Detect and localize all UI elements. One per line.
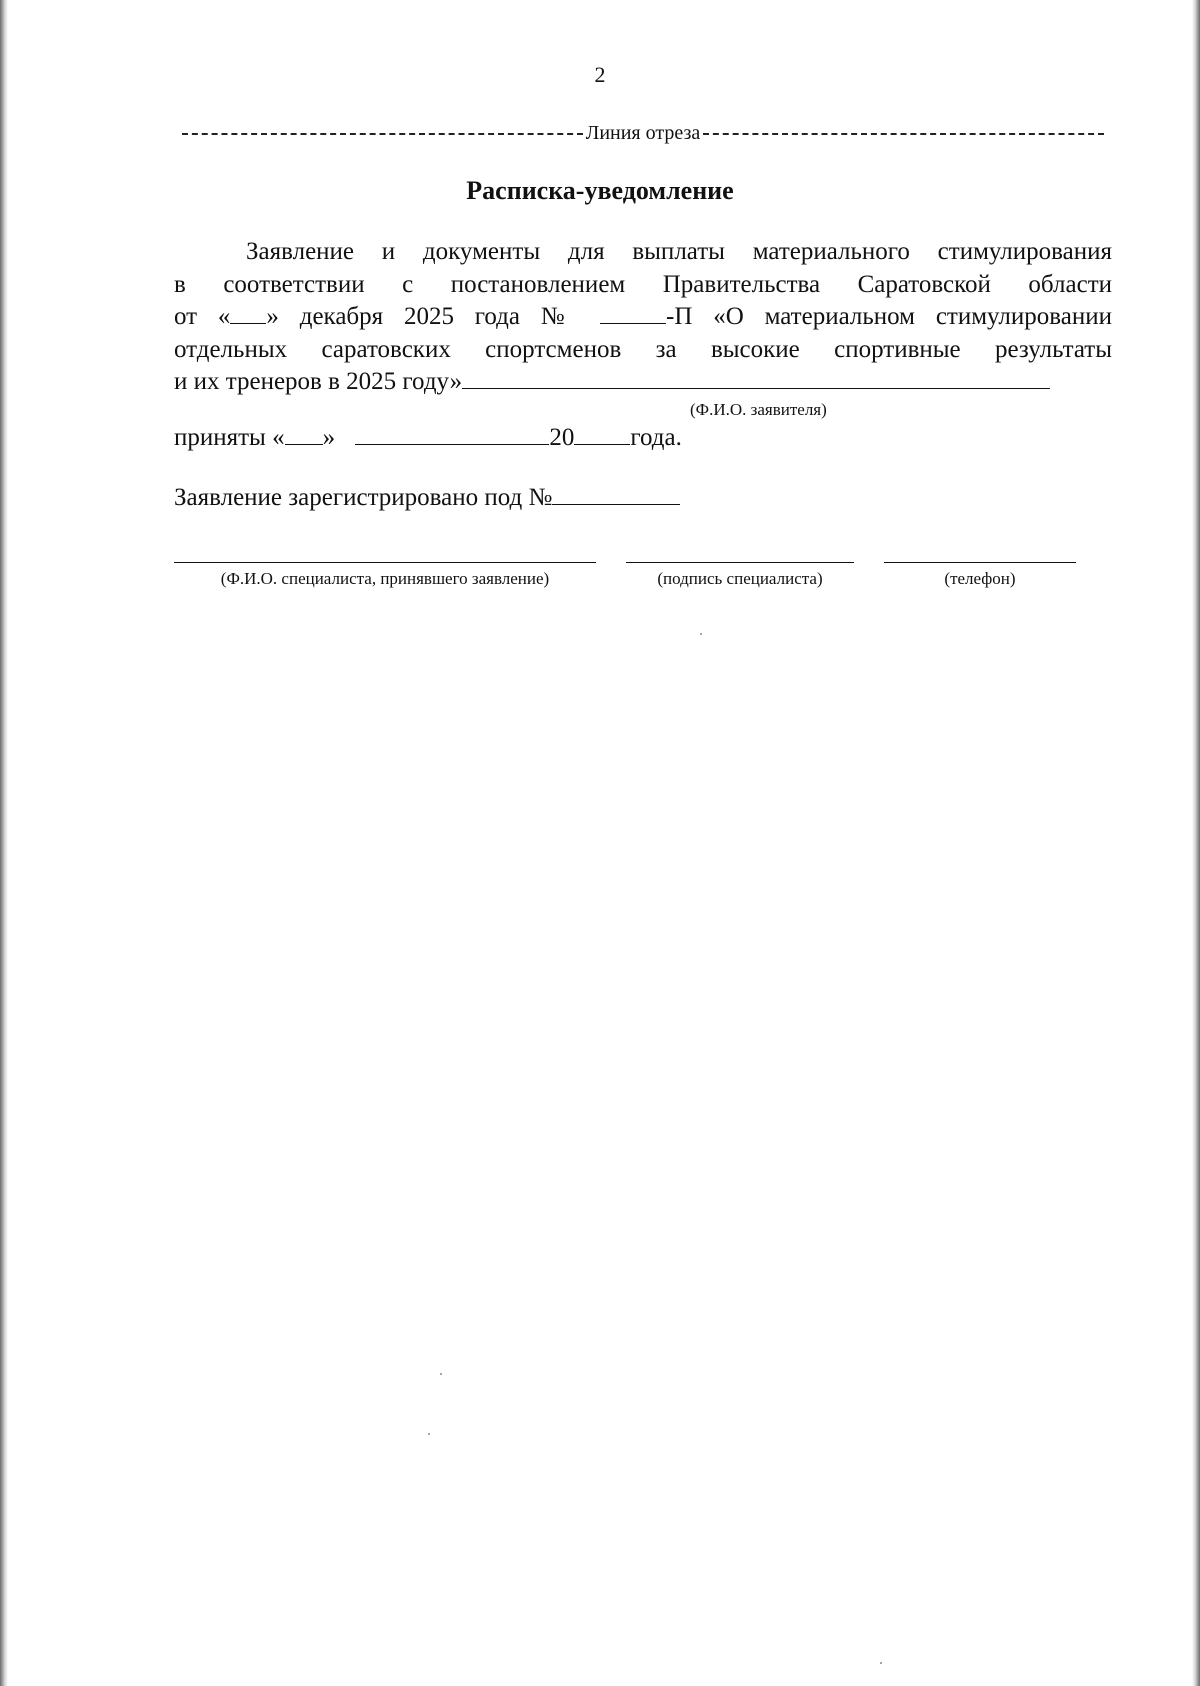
cut-line-dash-left bbox=[182, 133, 583, 135]
page-number: 2 bbox=[594, 62, 606, 87]
cut-line-dash-right bbox=[703, 133, 1104, 135]
specialist-signature-line bbox=[626, 562, 854, 563]
scan-speck bbox=[440, 1373, 442, 1375]
paragraph-line-1: Заявление и документы для выплаты материального стимулирования bbox=[246, 238, 1112, 265]
phone-caption: (телефон) bbox=[944, 569, 1016, 588]
accepted-year-prefix: 20 bbox=[549, 424, 575, 451]
paragraph-line-2: в соответствии с постановлением Правительства Саратовской области bbox=[174, 270, 1112, 298]
cut-line-label: Линия отреза bbox=[585, 122, 701, 144]
decree-number-blank[interactable] bbox=[600, 303, 666, 324]
specialist-name-field[interactable] bbox=[174, 562, 596, 589]
signature-row bbox=[174, 562, 1092, 602]
accepted-prefix: приняты « bbox=[174, 424, 285, 451]
applicant-name-blank[interactable] bbox=[462, 368, 1050, 389]
paragraph-line-5-text: и их тренеров в 2025 году» bbox=[174, 368, 463, 395]
registration-line bbox=[174, 484, 680, 512]
accepted-suffix: года. bbox=[630, 424, 682, 451]
accepted-year-blank[interactable] bbox=[574, 424, 630, 445]
cut-line bbox=[182, 122, 1104, 145]
specialist-name-caption: (Ф.И.О. специалиста, принявшего заявление) bbox=[220, 569, 550, 588]
scan-speck bbox=[700, 633, 702, 635]
scan-edge-left bbox=[0, 0, 8, 1686]
accepted-line bbox=[174, 424, 682, 452]
specialist-signature-field[interactable] bbox=[626, 562, 854, 589]
registration-number-blank[interactable] bbox=[552, 484, 680, 505]
scan-edge-right bbox=[1192, 0, 1200, 1686]
document-title: Расписка-уведомление bbox=[466, 176, 734, 205]
scan-speck bbox=[880, 1662, 882, 1664]
specialist-signature-caption: (подпись специалиста) bbox=[657, 569, 823, 588]
phone-field[interactable] bbox=[884, 562, 1076, 589]
scan-speck bbox=[428, 1433, 430, 1435]
day-blank[interactable] bbox=[230, 303, 266, 324]
applicant-caption: (Ф.И.О. заявителя) bbox=[690, 400, 827, 419]
specialist-name-line bbox=[174, 562, 596, 563]
paragraph-line-3-c: -П «О материальном стимулировании bbox=[666, 303, 1112, 330]
registration-label: Заявление зарегистрировано под № bbox=[174, 484, 553, 511]
paragraph-line-3 bbox=[174, 301, 1112, 334]
accepted-mid: » bbox=[322, 424, 336, 451]
accepted-month-blank[interactable] bbox=[355, 424, 549, 445]
statement-paragraph bbox=[174, 236, 1112, 399]
paragraph-line-4: отдельных саратовских спортсменов за высокие спортивные результаты bbox=[174, 335, 1112, 363]
paragraph-line-5 bbox=[174, 366, 1112, 399]
phone-line bbox=[884, 562, 1076, 563]
accepted-day-blank[interactable] bbox=[285, 424, 323, 445]
paragraph-line-3-b: » декабря 2025 года № bbox=[266, 303, 580, 330]
paragraph-line-3-a: от « bbox=[174, 303, 231, 330]
